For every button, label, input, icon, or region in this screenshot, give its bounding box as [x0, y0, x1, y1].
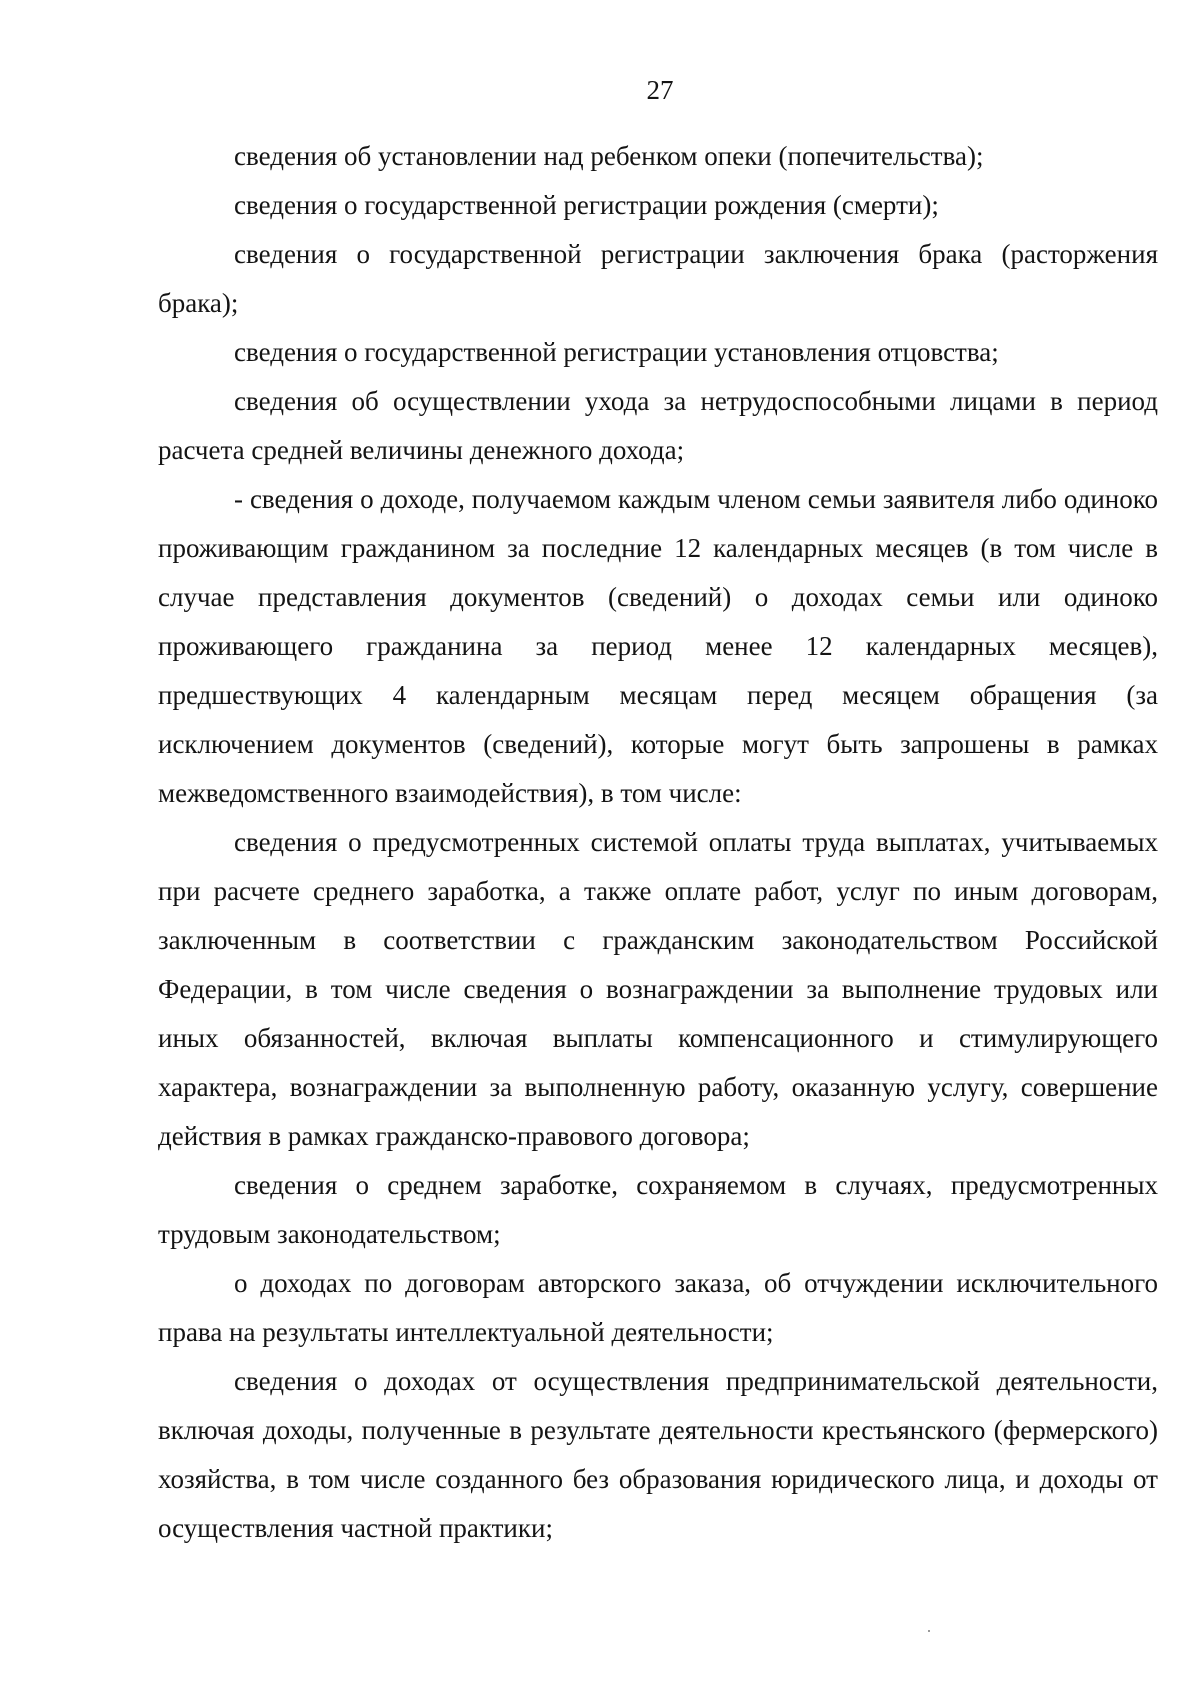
paragraph-income-info: - сведения о доходе, получаемом каждым членом семьи заявителя либо одиноко проживающим гражданином за последние 12 календарных месяцев (в том числе в случае представления документов (сведений) о доходах семьи или одиноко проживающего гражданина за период менее 12 календарных месяцев), предшествующих 4 календарным месяцам перед месяцем обращения (за исключением документов (сведений), которые могут быть запрошены в рамках межведомственного взаимодействия), в том числе:	[158, 484, 1158, 808]
document-body	[158, 132, 1158, 1553]
paragraph-marriage-registration: сведения о государственной регистрации заключения брака (расторжения брака);	[158, 239, 1158, 318]
paragraph-average-earnings: сведения о среднем заработке, сохраняемом в случаях, предусмотренных трудовым законодательством;	[158, 1170, 1158, 1249]
scan-speck	[928, 1630, 930, 1632]
page-number: 27	[646, 75, 674, 105]
paragraph-business-income: сведения о доходах от осуществления предпринимательской деятельности, включая доходы, полученные в результате деятельности крестьянского (фермерского) хозяйства, в том числе созданного без образования юридического лица, и доходы от осуществления частной практики;	[158, 1366, 1158, 1543]
paragraph-author-contracts: о доходах по договорам авторского заказа, об отчуждении исключительного права на результаты интеллектуальной деятельности;	[158, 1268, 1158, 1347]
paragraph-salary-payments: сведения о предусмотренных системой оплаты труда выплатах, учитываемых при расчете среднего заработка, а также оплате работ, услуг по иным договорам, заключенным в соответствии с гражданским законодательством Российской Федерации, в том числе сведения о вознаграждении за выполнение трудовых или иных обязанностей, включая выплаты компенсационного и стимулирующего характера, вознаграждении за выполненную работу, оказанную услугу, совершение действия в рамках гражданско-правового договора;	[158, 827, 1158, 1151]
paragraph-care-for-disabled: сведения об осуществлении ухода за нетрудоспособными лицами в период расчета средней величины денежного дохода;	[158, 386, 1158, 465]
paragraph-birth-death-registration: сведения о государственной регистрации рождения (смерти);	[234, 190, 939, 220]
paragraph-guardianship: сведения об установлении над ребенком опеки (попечительства);	[234, 141, 984, 171]
paragraph-paternity-registration: сведения о государственной регистрации установления отцовства;	[234, 337, 999, 367]
